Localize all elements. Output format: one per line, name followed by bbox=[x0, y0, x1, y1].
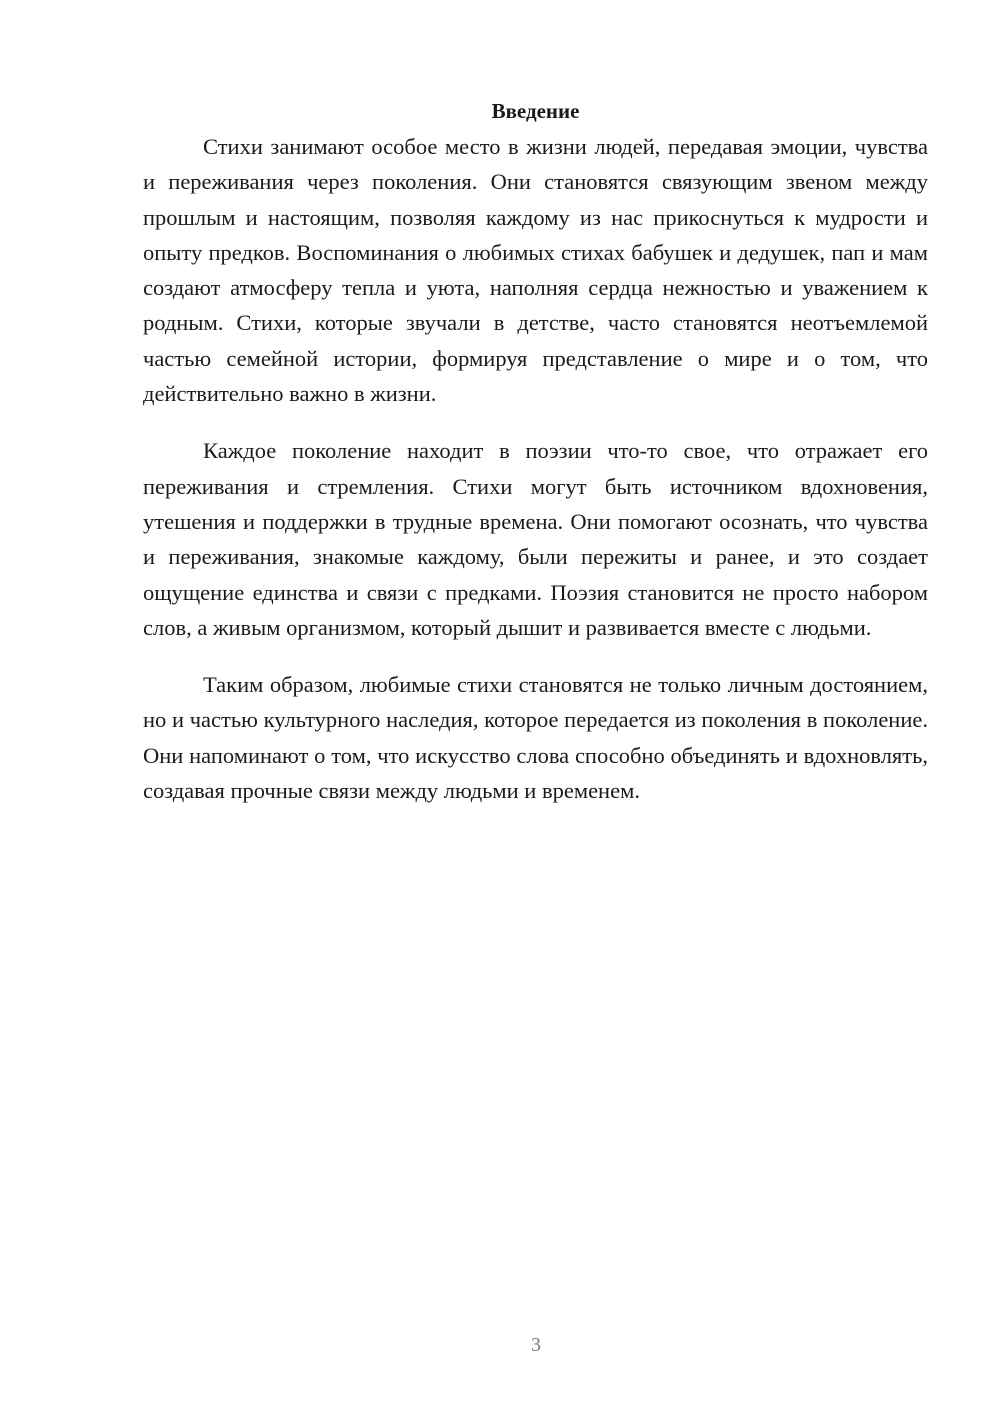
page-number: 3 bbox=[531, 1334, 541, 1356]
paragraph-3: Таким образом, любимые стихи становятся не только личным достоянием, но и частью культурного наследия, которое передается из поколения в поколение. Они напоминают о том, что искусство слова способно объединять и вдохновлять, создавая прочные связи между людьми и временем. bbox=[143, 672, 928, 804]
page-content bbox=[143, 94, 928, 808]
paragraph-1: Стихи занимают особое место в жизни людей, передавая эмоции, чувства и переживания через поколения. Они становятся связующим звеном между прошлым и настоящим, позволяя каждому из нас прикоснуться к мудрости и опыту предков. Воспоминания о любимых стихах бабушек и дедушек, пап и мам создают атмосферу тепла и уюта, наполняя сердца нежностью и уважением к родным. Стихи, которые звучали в детстве, часто становятся неотъемлемой частью семейной истории, формируя представление о мире и о том, что действительно важно в жизни. bbox=[143, 134, 928, 407]
section-heading: Введение bbox=[491, 99, 580, 123]
paragraph-2: Каждое поколение находит в поэзии что-то свое, что отражает его переживания и стремления. Стихи могут быть источником вдохновения, утешения и поддержки в трудные времена. Они помогают осознать, что чувства и переживания, знакомые каждому, были пережиты и ранее, и это создает ощущение единства и связи с предками. Поэзия становится не просто набором слов, а живым организмом, который дышит и развивается вместе с людьми. bbox=[143, 438, 928, 640]
